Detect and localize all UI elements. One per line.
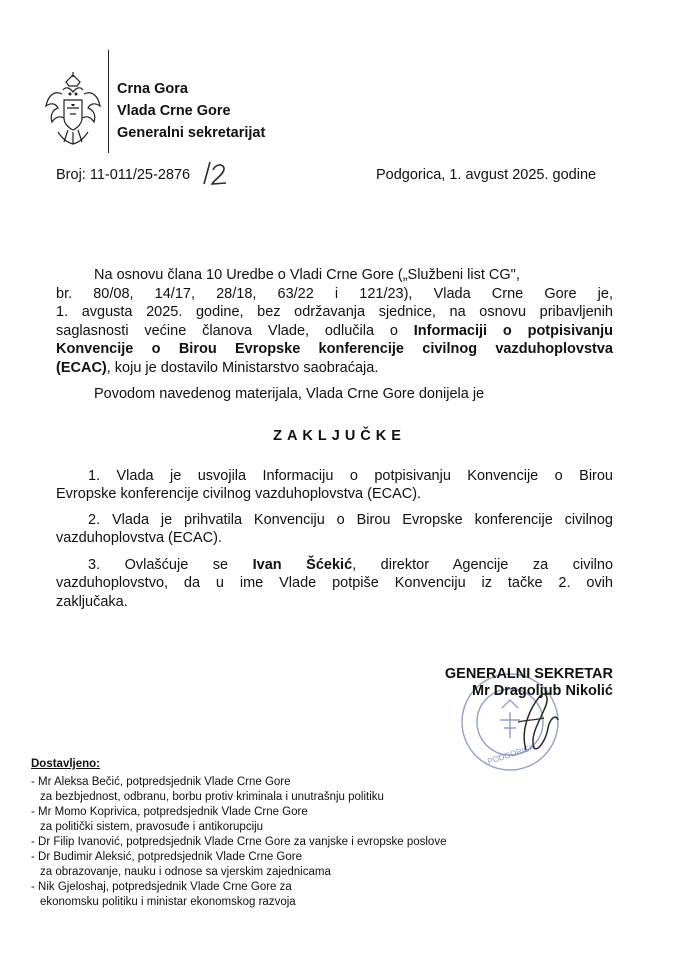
conclusion-3-pre: 3. Ovlašćuje se [88, 557, 229, 573]
seal-text: PODGORICA [486, 742, 536, 767]
intro-tail: , koju je dostavilo Ministarstvo saobraćaja. [106, 360, 379, 376]
signatory-title: GENERALNI SEKRETAR [444, 666, 613, 682]
coat-of-arms-icon [44, 72, 102, 148]
header-office: Generalni sekretarijat [117, 125, 266, 141]
conclusion-3-line-1 [56, 556, 613, 574]
intro-bold-2: Konvencije o Birou Evropske konferencije civilnog vazduhoplovstva [56, 341, 613, 357]
intro-bold-3: (ECAC) [56, 360, 107, 376]
intro-line-4-text: saglasnosti većine članova Vlade, odlučila o [56, 323, 398, 339]
conclusions-title: ZAKLJUČKE [273, 428, 406, 444]
handwritten-suffix [200, 160, 230, 186]
distribution-line: - Dr Budimir Aleksić, potpredsjednik Vlade Crne Gore [31, 851, 303, 863]
distribution-line: - Dr Filip Ivanović, potpredsjednik Vlade Crne Gore za vanjske i evropske poslove [31, 836, 447, 848]
intro-line-1: Na osnovu člana 10 Uredbe o Vladi Crne Gore („Službeni list CG", [94, 267, 520, 283]
conclusion-3-post: , direktor Agencije za civilno [352, 557, 614, 573]
distribution-line: - Nik Gjeloshaj, potpredsjednik Vlade Crne Gore za [31, 881, 292, 893]
intro-line-2: br. 80/08, 14/17, 28/18, 63/22 i 121/23), Vlada Crne Gore je, [56, 286, 613, 302]
reference-number: Broj: 11-011/25-2876 [56, 167, 191, 183]
distribution-line: za bezbjednost, odbranu, borbu protiv kriminala i unutrašnju politiku [40, 791, 384, 803]
conclusion-2-line-1: 2. Vlada je prihvatila Konvenciju o Birou Evropske konferencije civilnog [88, 512, 613, 528]
distribution-line: za politički sistem, pravosuđe i antikorupciju [40, 821, 264, 833]
conclusion-3-line-2: vazduhoplovstvo, da u ime Vlade potpiše Konvenciju iz tačke 2. ovih [56, 575, 613, 591]
conclusion-1-line-1: 1. Vlada je usvojila Informaciju o potpisivanju Konvencije o Birou [88, 468, 613, 484]
conclusion-3-name: Ivan Šćekić [252, 557, 353, 573]
distribution-line: - Mr Momo Koprivica, potpredsjednik Vlade Crne Gore [31, 806, 308, 818]
header-country: Crna Gora [117, 81, 188, 97]
header-government: Vlada Crne Gore [117, 103, 231, 119]
intro-line-6 [56, 359, 613, 377]
handwritten-signature-icon [500, 690, 560, 752]
conclusion-3-line-3: zaključaka. [56, 594, 128, 610]
header-divider [108, 50, 109, 153]
intro-bold-1: Informaciji o potpisivanju [413, 323, 613, 339]
distribution-title: Dostavljeno: [31, 758, 101, 770]
distribution-line: za obrazovanje, nauku i odnose sa vjerskim zajednicama [40, 866, 331, 878]
povodom-text: Povodom navedenog materijala, Vlada Crne Gore donijela je [94, 386, 485, 402]
intro-line-5 [56, 340, 613, 358]
distribution-line: - Mr Aleksa Bečić, potpredsjednik Vlade Crne Gore [31, 776, 291, 788]
place-date: Podgorica, 1. avgust 2025. godine [376, 167, 597, 183]
signatory-name: Mr Dragoljub Nikolić [472, 683, 613, 699]
conclusion-1-line-2: Evropske konferencije civilnog vazduhoplovstva (ECAC). [56, 486, 422, 502]
distribution-line: ekonomsku politiku i ministar ekonomskog razvoja [40, 896, 296, 908]
intro-line-3: 1. avgusta 2025. godine, bez održavanja sjednice, na osnovu pribavljenih [56, 304, 613, 320]
conclusion-2-line-2: vazduhoplovstva (ECAC). [56, 530, 223, 546]
intro-line-4 [56, 322, 613, 340]
